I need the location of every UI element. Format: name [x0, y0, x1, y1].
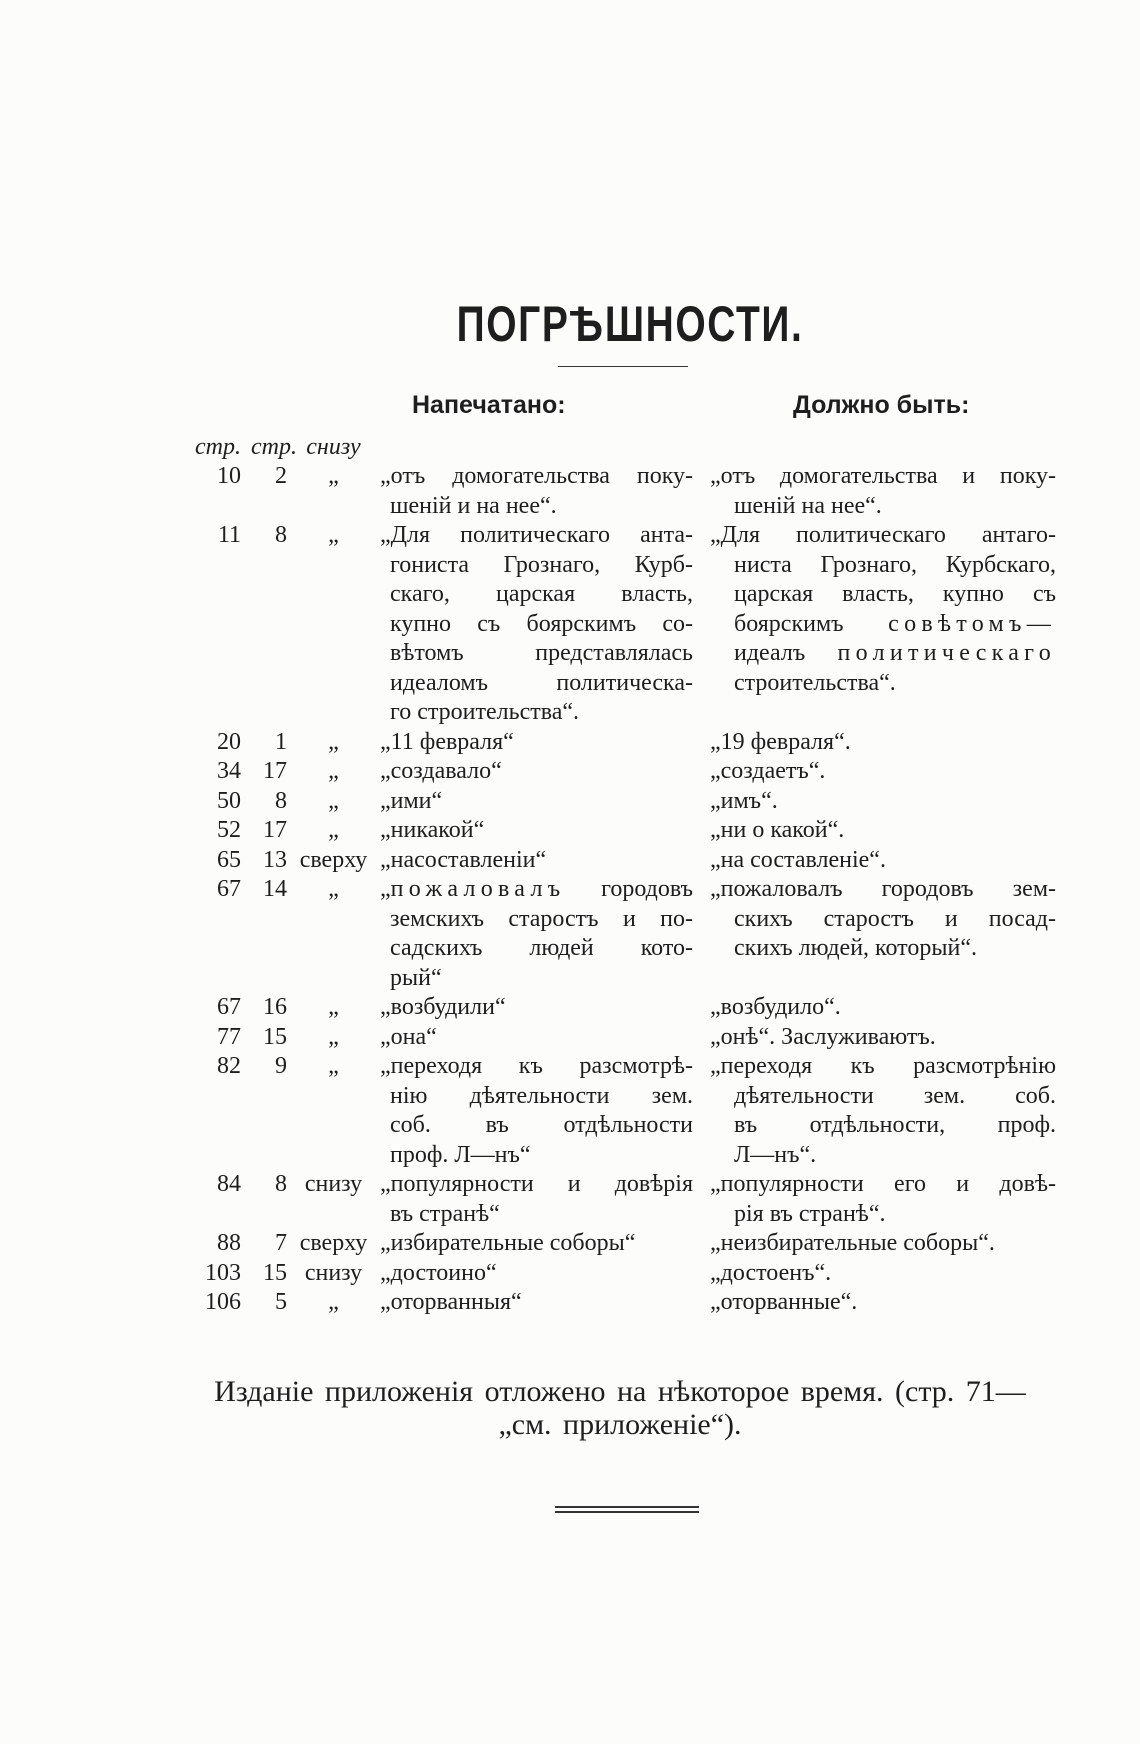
misprint-line: „создавало“	[380, 758, 502, 784]
misprint-text	[380, 846, 693, 876]
correction-line: „имъ“.	[710, 787, 778, 814]
misprint-text	[380, 462, 693, 521]
correction-line: „пожаловалъ городовъ зем-	[710, 876, 1056, 902]
correction-text	[693, 1288, 1056, 1318]
correction-line	[710, 639, 1056, 669]
misprint-line: нію дѣятельности зем.	[390, 1082, 693, 1109]
page-number: 67	[217, 994, 241, 1020]
misprint-text	[380, 1023, 693, 1053]
counted-from: сверху	[299, 846, 368, 873]
page-number: 82	[217, 1053, 241, 1079]
page-number: 34	[217, 758, 241, 784]
misprint-line: „возбудили“	[380, 994, 506, 1020]
counted-from: „	[328, 1053, 339, 1079]
correction-line: Л—нъ“.	[734, 1141, 817, 1168]
page-number: 77	[217, 1023, 241, 1050]
counted-from: „	[328, 1289, 339, 1315]
publication-note	[180, 1375, 1060, 1441]
correction-line: шеній на нее“.	[734, 492, 882, 519]
line-number: 15	[263, 1259, 287, 1286]
counted-from: „	[328, 876, 339, 902]
correction-line: „Для политическаго антаго-	[710, 522, 1056, 548]
correction-line: ниста Грознаго, Курбскаго,	[734, 551, 1056, 578]
counted-from: „	[328, 463, 339, 489]
errata-row	[180, 1023, 1056, 1053]
page-number: 11	[217, 522, 241, 548]
line-number: 17	[263, 817, 287, 843]
page-number: 67	[217, 876, 241, 902]
errata-row	[180, 993, 1056, 1023]
misprint-text	[380, 521, 693, 728]
errata-row	[180, 1052, 1056, 1170]
misprint-text	[380, 1259, 693, 1289]
errata-row	[180, 462, 1056, 521]
errata-row	[180, 1288, 1056, 1318]
correction-line	[710, 610, 1056, 640]
correction-text	[693, 846, 1056, 876]
correction-text	[693, 875, 1056, 993]
counted-from: сверху	[299, 1230, 368, 1256]
correction-line: „оторванные“.	[710, 1289, 858, 1315]
correction-line: „переходя къ разсмотрѣнію	[710, 1053, 1056, 1079]
errata-table	[180, 462, 1056, 1318]
misprint-line: земскихъ старостъ и по-	[390, 905, 693, 932]
correction-line: скихъ людей, который“.	[734, 935, 977, 961]
misprint-line: соб. въ отдѣльности	[390, 1112, 693, 1138]
errata-row	[180, 875, 1056, 993]
correction-line: „отъ домогательства и поку-	[710, 463, 1056, 489]
line-number: 8	[275, 787, 287, 814]
line-number: 2	[275, 463, 287, 489]
heading-correct: Должно быть:	[793, 391, 970, 419]
misprint-line: „избирательные соборы“	[380, 1230, 636, 1256]
misprint-line: „оторванныя“	[380, 1289, 522, 1315]
misprint-text	[380, 1229, 693, 1259]
correction-line: „возбудило“.	[710, 994, 841, 1020]
correction-text	[693, 728, 1056, 758]
misprint-line: „популярности и довѣрія	[380, 1171, 693, 1197]
counted-from: снизу	[304, 1259, 363, 1286]
misprint-line: гониста Грознаго, Курб-	[390, 551, 693, 578]
correction-text	[693, 521, 1056, 728]
spaced-emphasis: политическаго	[837, 640, 1056, 666]
misprint-line: шеній и на нее“.	[390, 492, 557, 519]
misprint-line: вѣтомъ представлялась	[390, 640, 693, 666]
misprint-line: скаго, царская власть,	[390, 581, 693, 607]
line-number: 14	[263, 876, 287, 902]
misprint-text	[380, 875, 693, 993]
counted-from: „	[328, 994, 339, 1020]
correction-text	[693, 993, 1056, 1023]
heading-misprinted: Напечатано:	[412, 391, 566, 419]
counted-from: „	[328, 728, 339, 755]
text-segment: городовъ	[565, 876, 693, 902]
correction-text	[693, 1259, 1056, 1289]
correction-line: рія въ странѣ“.	[734, 1200, 886, 1227]
line-number: 15	[263, 1023, 287, 1050]
correction-text	[693, 1170, 1056, 1229]
errata-row	[180, 757, 1056, 787]
misprint-line: купно съ боярскимъ со-	[390, 610, 693, 637]
line-number: 8	[275, 1171, 287, 1197]
direction-column-header: снизу	[306, 434, 361, 460]
line-number: 16	[263, 994, 287, 1020]
note-line: Изданіе приложенія отложено на нѣкоторое время. (стр. 71—	[214, 1375, 1026, 1408]
line-number: 9	[275, 1053, 287, 1079]
reference-headers	[180, 432, 380, 462]
errata-row	[180, 728, 1056, 758]
text-segment: идеалъ	[734, 640, 838, 666]
page-number: 103	[205, 1259, 241, 1286]
correction-text	[693, 1229, 1056, 1259]
misprint-line: „насоставленіи“	[380, 846, 547, 873]
closing-double-rule	[555, 1506, 699, 1513]
note-line: „см. приложеніе“).	[498, 1408, 742, 1441]
spaced-emphasis: пожаловалъ	[390, 876, 566, 902]
misprint-line: „она“	[380, 1023, 437, 1050]
page-number: 10	[217, 463, 241, 489]
errata-row	[180, 1259, 1056, 1289]
correction-text	[693, 816, 1056, 846]
errata-row	[180, 1170, 1056, 1229]
misprint-text	[380, 1170, 693, 1229]
counted-from: „	[328, 758, 339, 784]
correction-text	[693, 1052, 1056, 1170]
text-segment: боярскимъ	[734, 610, 889, 637]
errata-row	[180, 816, 1056, 846]
misprint-line: въ странѣ“	[390, 1200, 500, 1227]
counted-from: „	[328, 817, 339, 843]
page-number: 50	[217, 787, 241, 814]
correction-line: „ни о какой“.	[710, 817, 845, 843]
misprint-text	[380, 1052, 693, 1170]
page-number: 88	[217, 1230, 241, 1256]
errata-row	[180, 521, 1056, 728]
line-number: 5	[275, 1289, 287, 1315]
misprint-line: идеаломъ политическа-	[390, 669, 693, 696]
counted-from: снизу	[304, 1171, 363, 1197]
misprint-line: проф. Л—нъ“	[390, 1141, 531, 1168]
misprint-line: „11 февраля“	[380, 728, 514, 755]
line-column-header: стр.	[251, 434, 297, 460]
misprint-line: „Для политическаго анта-	[380, 522, 693, 548]
misprint-line: „ими“	[380, 787, 443, 814]
line-number: 8	[275, 522, 287, 548]
misprint-text	[380, 787, 693, 817]
misprint-text	[380, 993, 693, 1023]
correction-text	[693, 787, 1056, 817]
misprint-line: „никакой“	[380, 817, 485, 843]
misprint-line: „переходя къ разсмотрѣ-	[380, 1053, 693, 1079]
misprint-text	[380, 816, 693, 846]
errata-row	[180, 846, 1056, 876]
correction-line: „неизбирательные соборы“.	[710, 1230, 995, 1256]
misprint-line	[380, 875, 693, 905]
misprint-text	[380, 1288, 693, 1318]
correction-line: въ отдѣльности, проф.	[734, 1112, 1056, 1138]
correction-line: скихъ старостъ и посад-	[734, 905, 1056, 932]
spaced-emphasis: совѣтомъ—	[888, 610, 1056, 637]
correction-line: строительства“.	[734, 669, 896, 696]
correction-line: „создаетъ“.	[710, 758, 826, 784]
misprint-line: го строительства“.	[390, 699, 580, 725]
misprint-text	[380, 728, 693, 758]
page-column-header: стр.	[195, 434, 241, 460]
misprint-line: „достоино“	[380, 1259, 497, 1286]
correction-line: царская власть, купно съ	[734, 581, 1056, 607]
page-number: 65	[217, 846, 241, 873]
counted-from: „	[328, 522, 339, 548]
misprint-line: „отъ домогательства поку-	[380, 463, 693, 489]
correction-line: дѣятельности зем. соб.	[734, 1082, 1056, 1109]
misprint-line: садскихъ людей кото-	[390, 935, 693, 961]
misprint-line: рый“	[390, 964, 442, 991]
line-number: 13	[263, 846, 287, 873]
page-number: 20	[217, 728, 241, 755]
errata-row	[180, 1229, 1056, 1259]
title-rule	[558, 366, 688, 367]
correction-text	[693, 757, 1056, 787]
correction-line: „популярности его и довѣ-	[710, 1171, 1056, 1197]
errata-row	[180, 787, 1056, 817]
page-number: 52	[217, 817, 241, 843]
counted-from: „	[328, 1023, 339, 1050]
correction-text	[693, 1023, 1056, 1053]
line-number: 7	[275, 1230, 287, 1256]
correction-line: „онѣ“. Заслуживаютъ.	[710, 1023, 936, 1050]
counted-from: „	[328, 787, 339, 814]
correction-line: „19 февраля“.	[710, 728, 851, 755]
misprint-text	[380, 757, 693, 787]
page-number: 84	[217, 1171, 241, 1197]
correction-text	[693, 462, 1056, 521]
page-number: 106	[205, 1289, 241, 1315]
line-number: 1	[275, 728, 287, 755]
line-number: 17	[263, 758, 287, 784]
correction-line: „на составленіе“.	[710, 846, 886, 873]
page-title: ПОГРѢШНОСТИ.	[456, 296, 804, 352]
correction-line: „достоенъ“.	[710, 1259, 832, 1286]
text-segment: „	[380, 876, 391, 902]
